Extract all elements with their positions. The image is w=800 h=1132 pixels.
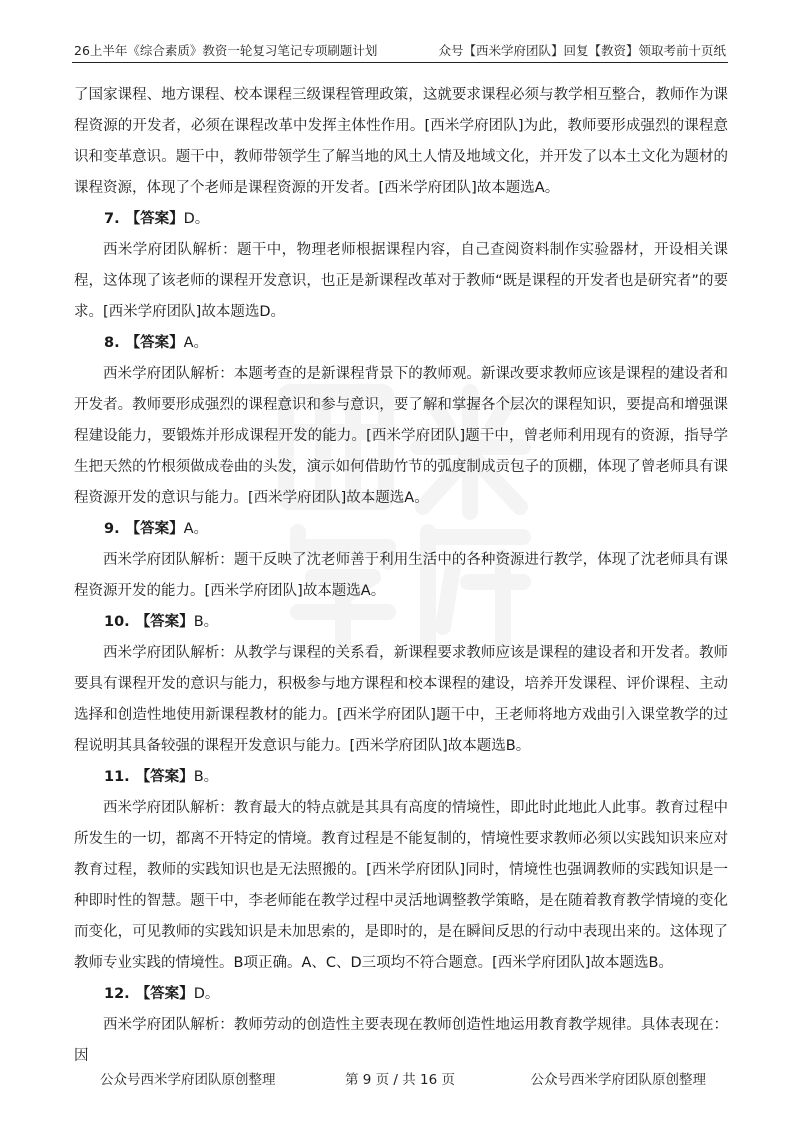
answer-choice: D。	[193, 986, 220, 1002]
answer-heading-9	[74, 514, 728, 545]
answer-explanation-11: 西米学府团队解析：教育最大的特点就是其具有高度的情境性，即此时此地此人此事。教育过程中所发生的一切，都离不开特定的情境。教育过程是不能复制的，情境性要求教师必须以实践知识来应对教育过程，教师的实践知识也是无法照搬的。[西米学府团队]同时，情境性也强调教师的实践知识是一种即时性的智慧。题干中，李老师能在教学过程中灵活地调整教学策略，是在随着教育教学情境的变化而变化，可见教师的实践知识是未加思索的，是即时的，是在瞬间反思的行动中表现出来的。这体现了教师专业实践的情境性。B项正确。A、C、D三项均不符合题意。[西米学府团队]故本题选B。	[74, 800, 728, 971]
answer-explanation-7: 西米学府团队解析：题干中，物理老师根据课程内容，自己查阅资料制作实验器材，开设相关课程，这体现了该老师的课程开发意识，也正是新课程改革对于教师“既是课程的开发者也是研究者”的要求。[西米学府团队]故本题选D。	[74, 242, 728, 320]
answer-number: 10.	[104, 614, 130, 630]
answer-heading-12	[74, 979, 728, 1010]
answer-explanation-12: 西米学府团队解析：教师劳动的创造性主要表现在教师创造性地运用教育教学规律。具体表现在：因	[74, 1017, 728, 1064]
answer-number: 12.	[104, 986, 130, 1002]
page-content	[74, 80, 728, 1072]
page-number: 第 9 页 / 共 16 页	[344, 1072, 456, 1088]
answer-heading-7	[74, 204, 728, 235]
header-title: 26上半年《综合素质》教资一轮复习笔记专项刷题计划	[74, 43, 378, 58]
header-promo: 众号【西米学府团队】回复【教资】领取考前十页纸	[438, 43, 726, 58]
answer-number: 8.	[104, 335, 120, 351]
page-footer	[72, 1068, 728, 1092]
answer-number: 11.	[104, 769, 130, 785]
answer-choice: B。	[193, 769, 219, 785]
answer-tag: 【答案】	[125, 335, 184, 351]
answer-tag: 【答案】	[125, 521, 184, 537]
footer-right-credit: 公众号西米学府团队原创整理	[530, 1072, 706, 1088]
answer-number: 9.	[104, 521, 120, 537]
answer-heading-8	[74, 328, 728, 359]
answer-tag: 【答案】	[135, 986, 194, 1002]
answer-explanation-10: 西米学府团队解析：从教学与课程的关系看，新课程要求教师应该是课程的建设者和开发者。教师要具有课程开发的意识与能力，积极参与地方课程和校本课程的建设，培养开发课程、评价课程、主动选择和创造性地使用新课程教材的能力。[西米学府团队]题干中，王老师将地方戏曲引入课堂教学的过程说明其具备较强的课程开发意识与能力。[西米学府团队]故本题选B。	[74, 645, 728, 754]
answer-tag: 【答案】	[135, 769, 194, 785]
answer-choice: B。	[193, 614, 219, 630]
answer-tag: 【答案】	[125, 211, 184, 227]
answer-tag: 【答案】	[135, 614, 194, 630]
answer-heading-11	[74, 762, 728, 793]
answer-heading-10	[74, 607, 728, 638]
answer-choice: D。	[183, 211, 210, 227]
answer-explanation-9: 西米学府团队解析：题干反映了沈老师善于利用生活中的各种资源进行教学，体现了沈老师具有课程资源开发的能力。[西米学府团队]故本题选A。	[74, 552, 728, 599]
answer-choice: A。	[183, 521, 209, 537]
answer-explanation-8: 西米学府团队解析：本题考查的是新课程背景下的教师观。新课改要求教师应该是课程的建设者和开发者。教师要形成强烈的课程意识和参与意识，要了解和掌握各个层次的课程知识，要提高和增强课程建设能力，要锻炼并形成课程开发的能力。[西米学府团队]题干中，曾老师利用现有的资源，指导学生把天然的竹根须做成卷曲的头发，演示如何借助竹节的弧度制成贡包子的顶棚，体现了曾老师具有课程资源开发的意识与能力。[西米学府团队]故本题选A。	[74, 366, 728, 506]
page-header	[72, 40, 728, 63]
answer-number: 7.	[104, 211, 120, 227]
answer-choice: A。	[183, 335, 209, 351]
intro-paragraph: 了国家课程、地方课程、校本课程三级课程管理政策，这就要求课程必须与教学相互整合，教师作为课程资源的开发者，必须在课程改革中发挥主体性作用。[西米学府团队]为此，教师要形成强烈的课程意识和变革意识。题干中，教师带领学生了解当地的风土人情及地域文化，并开发了以本土文化为题材的课程资源，体现了个老师是课程资源的开发者。[西米学府团队]故本题选A。	[74, 87, 728, 196]
footer-left-credit: 公众号西米学府团队原创整理	[100, 1072, 276, 1088]
